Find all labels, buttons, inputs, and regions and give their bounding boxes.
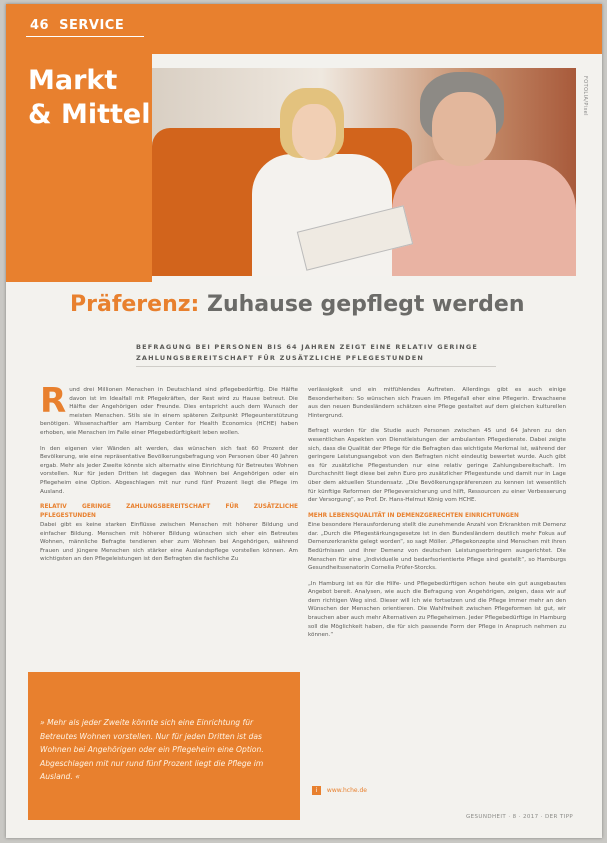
quote-close: « xyxy=(75,772,80,781)
info-icon: i xyxy=(312,786,321,795)
quote-open: » xyxy=(40,718,45,727)
web-link[interactable] xyxy=(312,786,367,795)
page-footer: GESUNDHEIT · 8 · 2017 · DER TIPP xyxy=(466,814,574,820)
pull-quote xyxy=(40,716,286,784)
subheading: RELATIV GERINGE ZAHLUNGSBEREITSCHAFT FÜR ZUSÄTZLICHE PFLEGESTUNDEN xyxy=(40,504,298,519)
dropcap: R xyxy=(40,381,67,421)
paragraph: Eine besondere Herausforderung stellt die zunehmende Anzahl von Erkrankten mit Demenz dar. „Durch die Pflegestärkungsgesetze ist in den Bundesländern deutlich mehr Fokus auf Demenzerkrankte gelegt worden“, so sagt Möller. „Pflegekonzepte sind Menschen mit ihren Bedürfnissen und ihrer Demenz von deutschen Leistungserbringern ausgerichtet. Die Menschen für eine „Individuelle und bedarfsorientierte Pflege sind gestellt“, so Hamburgs Gesundheitssenatorin Cornelia Prüfer-Storcks. xyxy=(308,522,566,572)
paragraph: Befragt wurden für die Studie auch Personen zwischen 45 und 64 Jahren zu den wesentlichen Aspekten von Dienstleistungen der ambulanten Pflegedienste. Dabei zeigte sich, dass die Qualität der Pflege für die Befragten das wichtigste Merkmal ist, während der geringere Leistungsangebot von den Befragten nicht eindeutig bewertet wurde. Auch gibt es für zusätzliche Pflegestunden nur eine relativ geringe Zahlungsbereitschaft. Im Durchschnitt liegt diese bei zehn Euro pro zusätzlicher Pflegestunde und damit nur in Lage über dem aktuellen Stundensatz. „Die Bevölkerungspräferenzen zu kennen ist wesentlich für künftige Reformen der Pflegeversicherung und hilft, Ressourcen zu einer Verbesserung der Versorgung“, so Prof. Dr. Hans-Helmut König vom HCHE. xyxy=(308,428,566,504)
title-line-2: & Mittel xyxy=(28,99,151,130)
text-column-right xyxy=(308,386,566,647)
paragraph: „In Hamburg ist es für die Hilfe- und Pflegebedürftigen schon heute ein gut ausgebautes Angebot bereit. Analysen, wie auch die Befragung von Angehörigen, zeigen, dass wir auf dem richtigen Weg sind. Dieser will ich wie fortsetzen und die Pflege immer mehr an den Wünschen der Menschen orientieren. Die Wahlfreiheit zwischen Pflegeformen ist gut, wir brauchen aber auch mehr Alternativen zu Pflegeheimen. Jeder Pflegebedürftige in Hamburg soll die Möglichkeit haben, die für sich passende Form der Pflege in Anspruch nehmen zu können.“ xyxy=(308,580,566,639)
magazine-page xyxy=(6,4,602,838)
title-line-1: Markt xyxy=(28,65,118,96)
paragraph: Dabei gibt es keine starken Einflüsse zwischen Menschen mit höherer Bildung und einfacher Bildung. Menschen mit höherer Bildung wünschen sich eher ein Betreutes Wohnen, männliche Befragte tendieren eher zum Wohnen bei Angehörigen, während Frauen und jüngere Menschen sich stärker eine Auslandspflege vorstellen können. Am wichtigsten an den Pflegeleistungen ist den Befragten die fachliche Zu xyxy=(40,521,298,563)
section-title xyxy=(28,64,158,132)
quote-body: Mehr als jeder Zweite könnte sich eine Einrichtung für Betreutes Wohnen vorstellen. Nur für jeden Dritten ist das Wohnen bei Angehörigen oder ein Pflegeheim eine Option. Abgeschlagen mit nur rund fünf Prozent liegt die Pflege im Ausland. xyxy=(40,718,264,781)
text-column-left xyxy=(40,381,298,571)
page-number: 46 xyxy=(30,18,50,33)
section-label xyxy=(30,18,124,33)
paragraph: verlässigkeit und ein mitfühlendes Auftreten. Allerdings gibt es auch einige Besonderheiten: So wünschen sich Frauen im Pflegefall eher eine Pflegerin. Erwachsene aus den neuen Bundesländern schätzen eine Pflege gestaltet auf dem gleichen kulturellen Hintergrund. xyxy=(308,387,566,419)
headline-accent: Präferenz: xyxy=(70,292,200,317)
header-rule xyxy=(26,36,144,37)
subhead-rule xyxy=(136,366,496,367)
subheading: MEHR LEBENSQUALITÄT IN DEMENZGERECHTEN EINRICHTUNGEN xyxy=(308,512,519,519)
article-photo xyxy=(152,68,576,276)
article-headline xyxy=(70,292,570,317)
headline-rest: Zuhause gepflegt werden xyxy=(207,292,525,317)
paragraph: Rund drei Millionen Menschen in Deutschland sind pflegebedürftig. Die Hälfte davon ist im Idealfall mit Pflegekräften, der Rest wird zu Hause betreut. Die Hälfte der Angehörigen oder Freunde. Dies entspricht auch dem Wunsch der meisten Menschen. Stils sie in einem späteren Zeitpunkt Pflegeunterstützung benötigen. Wissenschaftler am Hamburg Center for Health Economics (HCHE) haben erhoben, wie Menschen im Falle einer Pflegebedürftigkeit leben wollen. xyxy=(40,381,298,436)
link-text[interactable]: www.hche.de xyxy=(326,787,368,794)
paragraph: In den eigenen vier Wänden alt werden, das wünschen sich fast 60 Prozent der Bevölkerung, wie eine repräsentative Bevölkerungsbefragung von Personen über 40 Jahren ergab. Mehr als jeder Zweite könnte sich alternativ eine Einrichtung für Betreutes Wohnen vorstellen. Nur für jeden Dritten ist dagegen das Wohnen bei Angehörigen oder ein Pflegeheim eine Option. Abgeschlagen mit nur rund fünf Prozent liegt die Pflege im Ausland. xyxy=(40,445,298,495)
article-subhead: BEFRAGUNG BEI PERSONEN BIS 64 JAHREN ZEIGT EINE RELATIV GERINGE ZAHLUNGSBEREITSCHAFT FÜR ZUSÄTZLICHE PFLEGESTUNDEN xyxy=(136,343,479,362)
photo-credit: FOTOLIA/Pixel xyxy=(582,76,588,116)
section-name: SERVICE xyxy=(59,18,125,33)
